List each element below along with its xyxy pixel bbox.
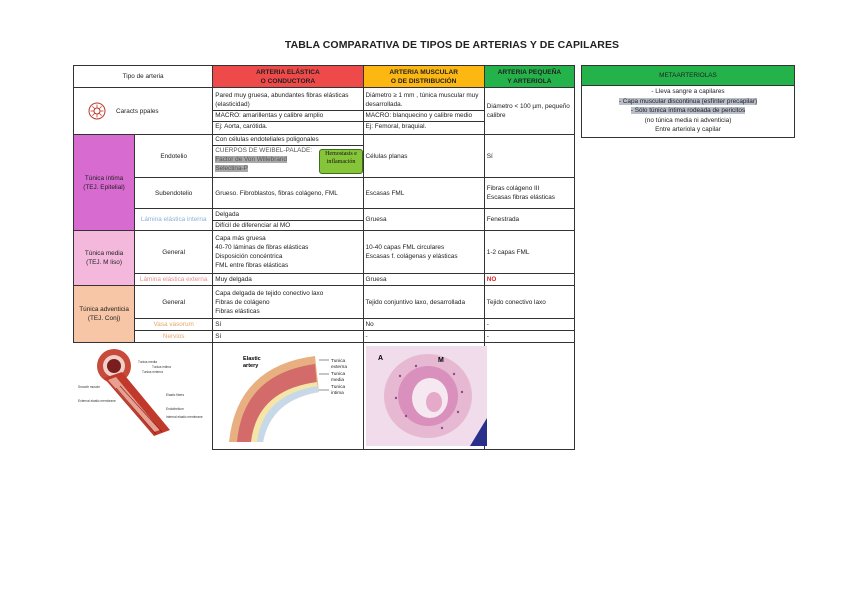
image-artery-cutaway [74,343,213,450]
header-pequena: ARTERIA PEQUEÑA Y ARTERIOLA [484,66,574,88]
lamina-externa-label: Lámina elástica externa [135,274,213,286]
intima-label: Túnica íntima (TEJ. Epitelial) [74,135,135,231]
media-general-muscular: 10-40 capas FML circulares Escasas f. colágenas y elásticas [363,231,484,274]
img2-label-line1: Elastic [243,355,261,362]
vasa-muscular: No [363,319,484,331]
img3-label-m: M [437,356,444,364]
header-tipo: Tipo de arteria [74,66,213,88]
meta-line-4: (no túnica media ni adventicia) [644,116,732,124]
metaarteriolas-body [582,86,794,137]
adventicia-general-label: General [135,286,213,319]
adventicia-label: Túnica adventicia (TEJ. Conj) [74,286,135,343]
virus-icon [88,102,106,120]
image-elastic-artery [213,343,363,450]
subendotelio-muscular: Escasas FML [363,178,484,209]
image-histology [363,343,484,450]
comparison-table [73,65,575,450]
svg-text:media: media [331,377,345,383]
img1-label-endo: Endothelium [165,407,184,411]
nervios-pequena: - [484,331,574,343]
caracts-elastica: Pared muy gruesa, abundantes fibras elásticas (elasticidad) MACRO: amarillentas y calibre amplio Ej: Aorta, carótida. [213,88,363,135]
lamina-externa-muscular: Gruesa [363,274,484,286]
vasa-label: Vasa vasorum [135,319,213,331]
lamina-interna-elastica: Delgada Difícil de diferenciar al MO [213,209,363,231]
adventicia-general-muscular: Tejido conjuntivo laxo, desarrollada [363,286,484,319]
nervios-muscular: - [363,331,484,343]
vasa-pequena: - [484,319,574,331]
adventicia-general-pequena: Tejido conectivo laxo [484,286,574,319]
endotelio-pequena: Sí [484,135,574,178]
svg-text:externa: externa [331,364,348,370]
media-label: Túnica media (TEJ. M liso) [74,231,135,286]
meta-line-1: - Lleva sangre a capilares [651,88,725,95]
lamina-externa-pequena: NO [484,274,574,286]
endotelio-label: Endotelio [135,135,213,178]
caracts-label-cell [74,88,213,135]
lamina-interna-pequena: Fenestrada [484,209,574,231]
hemostasis-note: Hemostasis e inflamación [319,149,363,174]
image-empty-cell [484,343,574,450]
endotelio-muscular: Células planas [363,135,484,178]
svg-text:Tunica: Tunica [331,384,346,390]
lamina-interna-muscular: Gruesa [363,209,484,231]
caracts-label: Caracts ppales [116,107,159,115]
svg-text:Tunica: Tunica [331,371,346,377]
metaarteriolas-header: METAARTERIOLAS [582,66,794,86]
img1-label-smooth: Smooth muscle [77,385,100,389]
svg-text:intima: intima [331,390,345,396]
img1-label-eem: External elastic membrane [77,399,116,403]
img3-label-a: A [377,354,383,362]
endotelio-elastica: Con células endoteliales poligonales CUERPOS DE WEIBEL-PALADE: Factor de Von Willebrand Selectina-P [213,135,363,178]
header-muscular: ARTERIA MUSCULAR O DE DISTRIBUCIÓN [363,66,484,88]
lamina-interna-label: Lámina elástica interna [135,209,213,231]
metaarteriolas-box [581,65,795,138]
img2-label-line2: artery [243,362,259,369]
header-elastica: ARTERIA ELÁSTICA O CONDUCTORA [213,66,363,88]
img1-label-externa: Tunica externa [141,370,163,374]
media-general-elastica: Capa más gruesa 40-70 láminas de fibras elásticas Disposición concéntrica FML entre fibras elásticas [213,231,363,274]
svg-text:Tunica: Tunica [331,358,346,364]
img1-label-elastic: Elastic fibers [165,393,184,397]
meta-line-2: - Capa muscular discontinua (esfínter precapilar) [618,97,758,105]
lamina-externa-elastica: Muy delgada [213,274,363,286]
media-general-label: General [135,231,213,274]
page-title: TABLA COMPARATIVA DE TIPOS DE ARTERIAS Y DE CAPILARES [284,39,620,51]
caracts-pequena: Diámetro < 100 µm, pequeño calibre [484,88,574,135]
img1-label-intima: Tunica intima [151,365,171,369]
media-general-pequena: 1-2 capas FML [484,231,574,274]
subendotelio-pequena: Fibras colágeno III Escasas fibras elásticas [484,178,574,209]
subendotelio-label: Subendotelio [135,178,213,209]
nervios-label: Nervios [135,331,213,343]
adventicia-general-elastica: Capa delgada de tejido conectivo laxo Fibras de colágeno Fibras elásticas [213,286,363,319]
img1-label-iem: Internal elastic membrane [165,415,203,419]
meta-line-3: - Sólo túnica íntima rodeada de pericitos [630,107,746,115]
img1-label-media: Tunica media [137,360,157,364]
caracts-muscular: Diámetro ≥ 1 mm , túnica muscular muy desarrollada. MACRO: blanquecino y calibre medio Ej: Femoral, braquial. [363,88,484,135]
nervios-elastica: Sí [213,331,363,343]
vasa-elastica: Sí [213,319,363,331]
meta-line-5: Entre arteriola y capilar [655,126,721,134]
subendotelio-elastica: Grueso. Fibroblastos, fibras colágeno, FML [213,178,363,209]
